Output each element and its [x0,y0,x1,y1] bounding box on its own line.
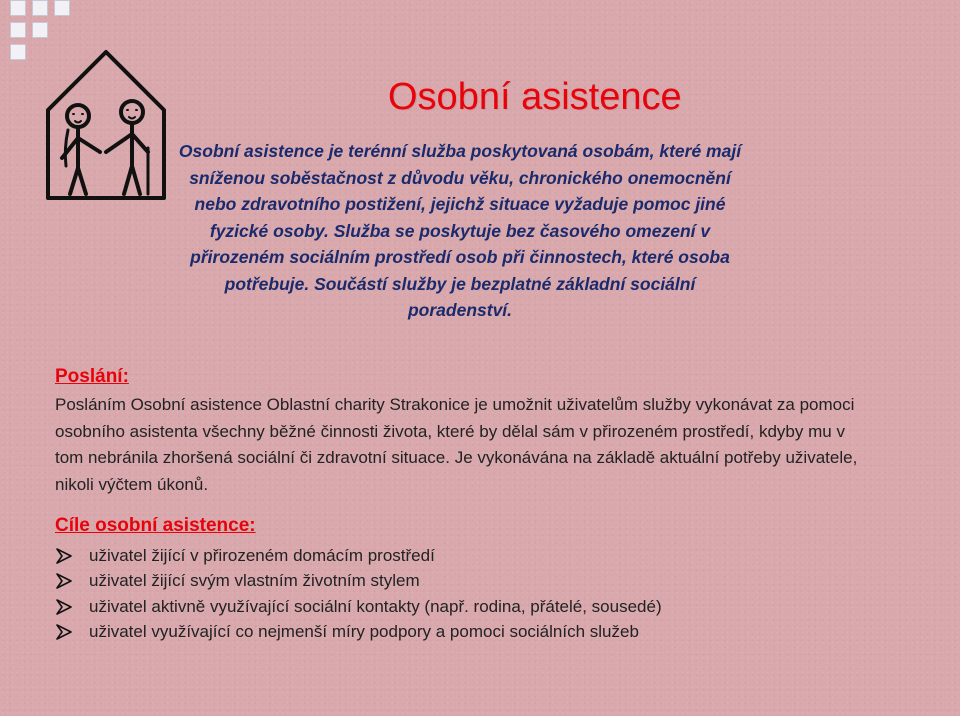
goal-text: uživatel využívající co nejmenší míry podpory a pomoci sociálních služeb [89,622,639,642]
goal-text: uživatel žijící v přirozeném domácím prostředí [89,545,435,565]
intro-paragraph: Osobní asistence je terénní služba poskytovaná osobám, které mají sníženou soběstačnost z důvodu věku, chronického onemocnění nebo zdravotního postižení, jejichž situace vyžaduje pomoc jiné fyzické osoby. Služba se poskytuje bez časového omezení v přirozeném sociálním prostředí osob při činnostech, které osoba potřebuje. Součástí služby je bezplatné základní sociální poradenství. [178,141,742,320]
list-item [55,620,662,646]
page-title: Osobní asistence [388,76,682,118]
goals-heading: Cíle osobní asistence: [55,515,256,536]
mission-heading: Poslání: [55,366,129,387]
list-item [55,569,662,595]
goals-list [55,543,662,645]
list-item [55,594,662,620]
arrow-bullet-icon [55,573,81,589]
goal-text: uživatel aktivně využívající sociální kontakty (např. rodina, přátelé, sousedé) [89,596,662,616]
arrow-bullet-icon [55,624,81,640]
goal-text: uživatel žijící svým vlastním životním stylem [89,571,420,591]
house-people-logo-icon [40,48,170,208]
arrow-bullet-icon [55,548,81,564]
list-item [55,543,662,569]
mission-paragraph: Posláním Osobní asistence Oblastní charity Strakonice je umožnit uživatelům služby vykonávat za pomoci osobního asistenta všechny běžné činnosti života, které by dělal sám v přirozeném prostředí, kdyby mu v tom nebránila zhoršená sociální či zdravotní situace. Je vykonávána na základě aktuální potřeby uživatele, nikoli výčtem úkonů. [55,395,858,494]
arrow-bullet-icon [55,599,81,615]
